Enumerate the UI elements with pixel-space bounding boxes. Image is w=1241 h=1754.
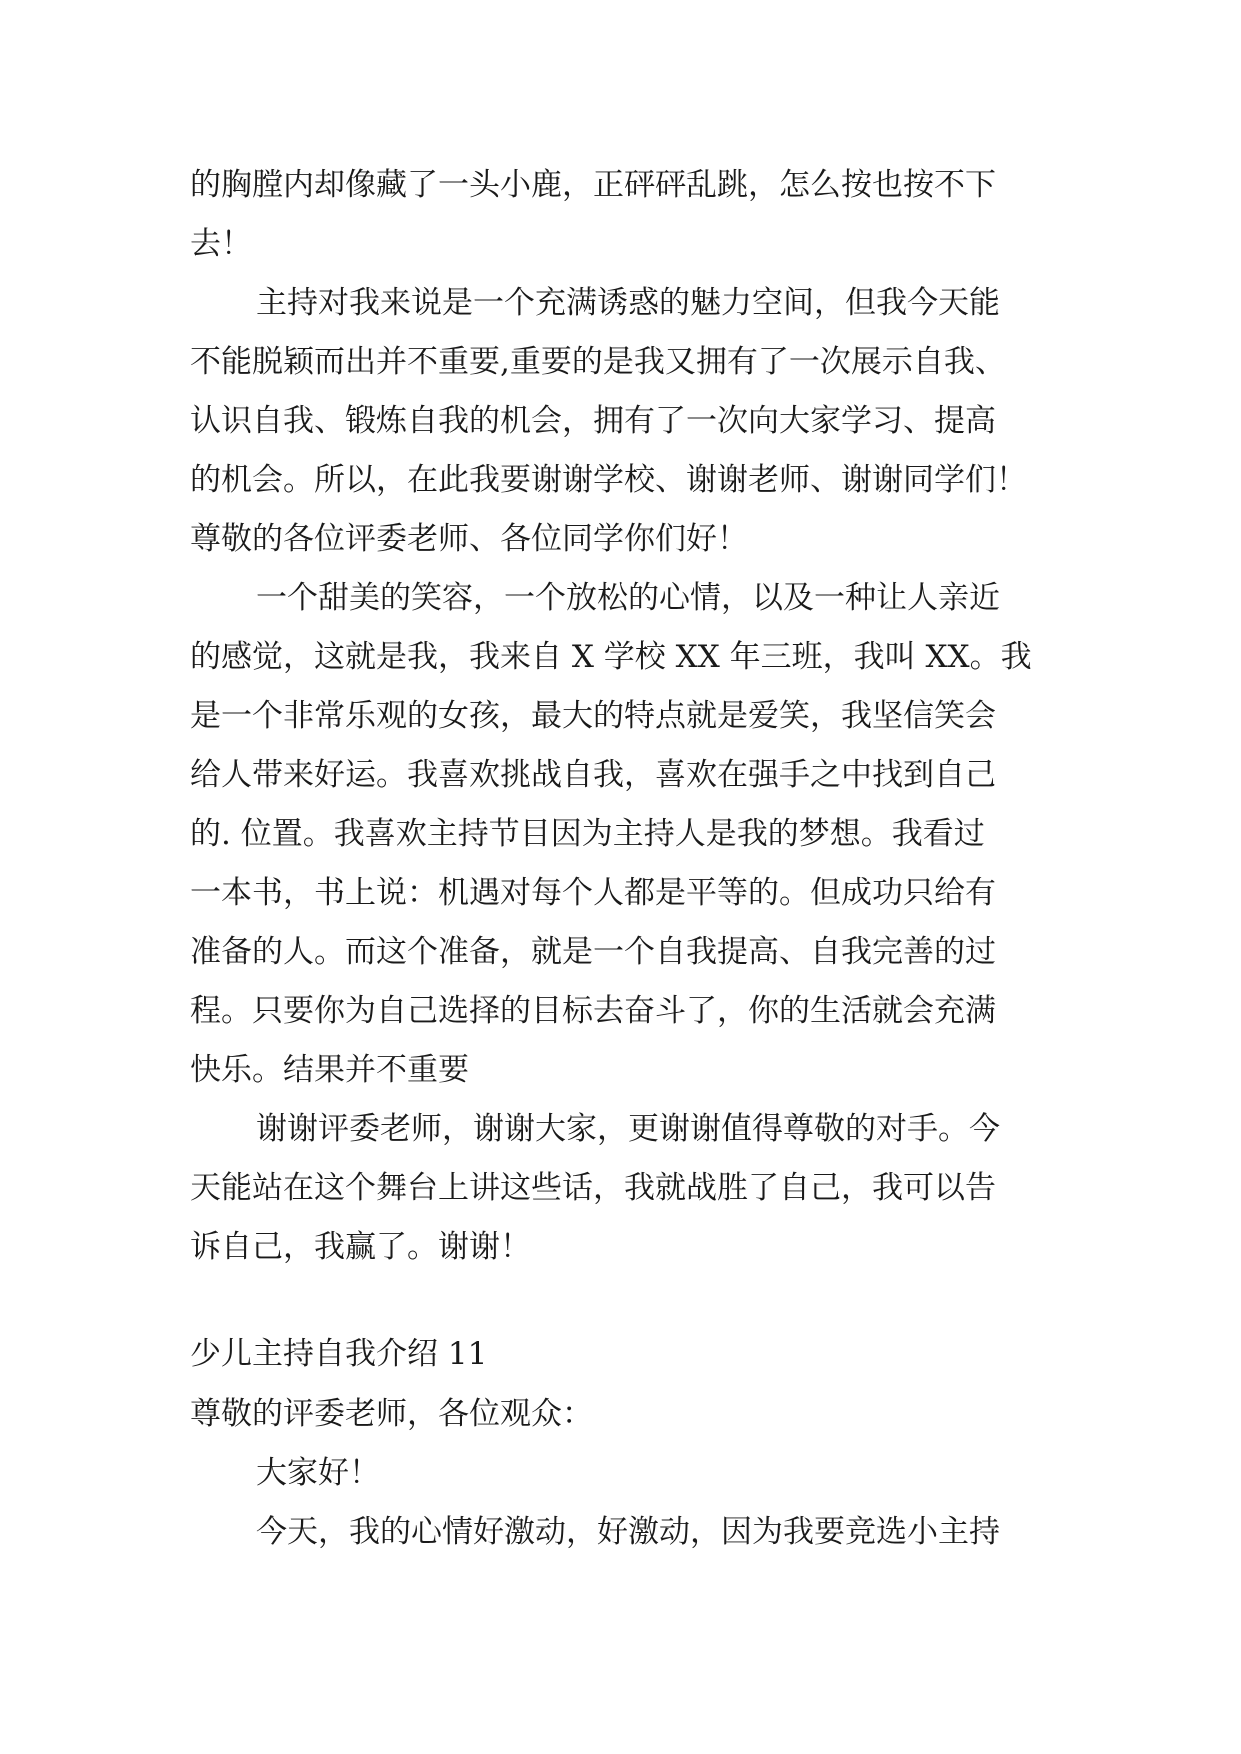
greeting-text: 大家好！: [256, 1455, 380, 1491]
paragraph-thanks: [190, 1100, 1060, 1277]
text-line: 天能站在这个舞台上讲这些话，我就战胜了自己，我可以告: [190, 1170, 996, 1206]
text-line: 给人带来好运。我喜欢挑战自我，喜欢在强手之中找到自己: [190, 757, 996, 793]
section-heading-text: 少儿主持自我介绍 11: [190, 1336, 488, 1372]
greeting: [190, 1444, 1060, 1503]
text-line: 的胸膛内却像藏了一头小鹿，正砰砰乱跳，怎么按也按不下: [190, 167, 996, 203]
opening-line: [190, 1503, 1060, 1562]
text-line: 去！: [190, 226, 252, 262]
text-line: 一个甜美的笑容，一个放松的心情，以及一种让人亲近: [256, 580, 1000, 616]
text-line: 的. 位置。我喜欢主持节目因为主持人是我的梦想。我看过: [190, 816, 985, 852]
text-line: 尊敬的各位评委老师、各位同学你们好！: [190, 521, 748, 557]
paragraph-hosting: [190, 274, 1060, 569]
salutation: [190, 1385, 1060, 1444]
text-line: 一本书，书上说：机遇对每个人都是平等的。但成功只给有: [190, 875, 996, 911]
text-line: 诉自己，我赢了。谢谢！: [190, 1229, 531, 1265]
text-line: 快乐。结果并不重要: [190, 1052, 469, 1088]
paragraph-intro: [190, 569, 1060, 1100]
text-line: 的感觉，这就是我，我来自 X 学校 XX 年三班，我叫 XX。我: [190, 639, 1032, 675]
salutation-text: 尊敬的评委老师，各位观众：: [190, 1396, 593, 1432]
text-line: 主持对我来说是一个充满诱惑的魅力空间，但我今天能: [256, 285, 1000, 321]
text-line: 谢谢评委老师，谢谢大家，更谢谢值得尊敬的对手。今: [256, 1111, 1000, 1147]
text-line: 的机会。所以，在此我要谢谢学校、谢谢老师、谢谢同学们！: [190, 462, 1027, 498]
text-line: 是一个非常乐观的女孩，最大的特点就是爱笑，我坚信笑会: [190, 698, 996, 734]
text-line: 程。只要你为自己选择的目标去奋斗了，你的生活就会充满: [190, 993, 996, 1029]
text-line: 认识自我、锻炼自我的机会，拥有了一次向大家学习、提高: [190, 403, 996, 439]
text-line: 准备的人。而这个准备，就是一个自我提高、自我完善的过: [190, 934, 996, 970]
text-line: 不能脱颖而出并不重要,重要的是我又拥有了一次展示自我、: [190, 344, 1006, 380]
opening-text: 今天，我的心情好激动，好激动，因为我要竞选小主持: [256, 1514, 1000, 1550]
paragraph-continuation: [190, 156, 1060, 274]
section-heading: [190, 1325, 1060, 1384]
